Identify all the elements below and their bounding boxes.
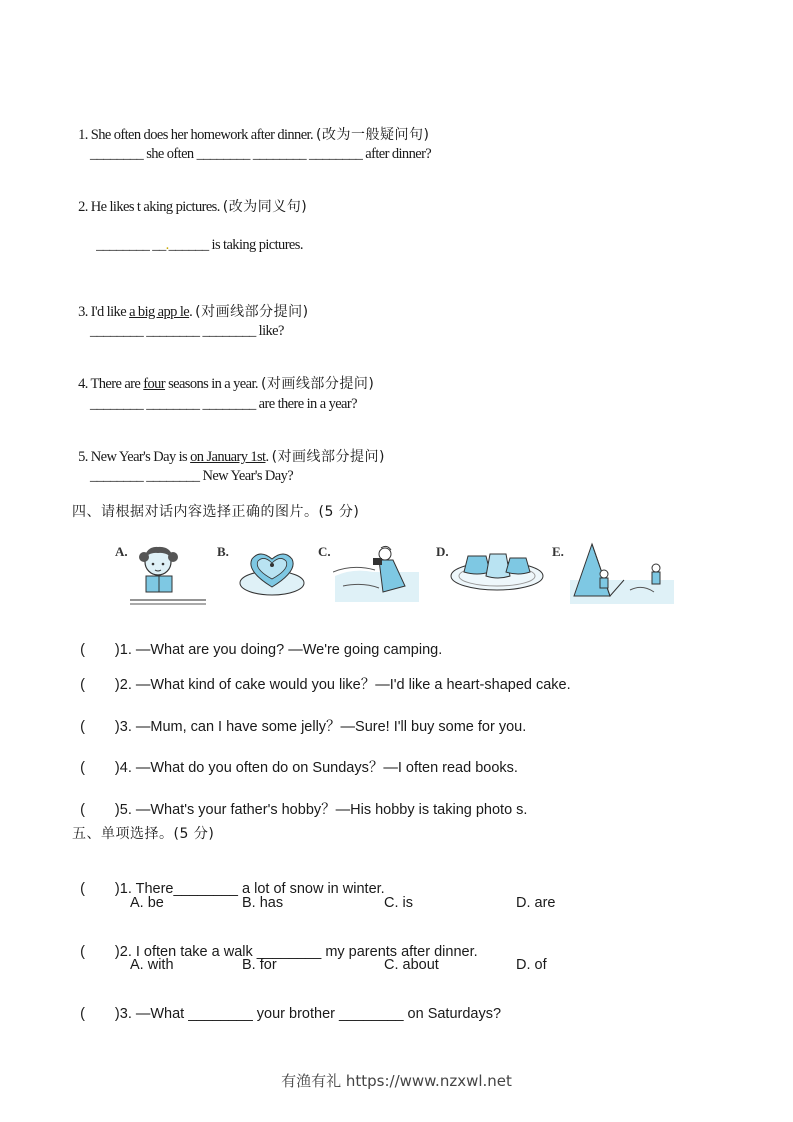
question-text: I'd like bbox=[90, 304, 130, 320]
instruction-note: (对画线部分提问) bbox=[195, 304, 309, 320]
choose-picture-item-5 bbox=[72, 783, 527, 819]
answer-paren-close: ) bbox=[114, 677, 120, 693]
answer-paren-open[interactable]: ( bbox=[80, 719, 85, 735]
answer-paren-open[interactable]: ( bbox=[80, 1006, 85, 1022]
picture-label-a: A. bbox=[115, 544, 128, 559]
option-a[interactable]: A. with bbox=[130, 957, 174, 973]
choose-picture-item-3 bbox=[72, 700, 526, 736]
instruction-note: (对画线部分提问) bbox=[271, 449, 385, 465]
question-number: 2. bbox=[78, 199, 91, 215]
answer-paren-close: ) bbox=[114, 944, 120, 960]
answer-paren-open[interactable]: ( bbox=[80, 642, 85, 658]
answer-paren-open[interactable]: ( bbox=[80, 802, 85, 818]
answer-line-3-3[interactable]: ________ ________ ________ like? bbox=[90, 323, 284, 339]
answer-paren-close: ) bbox=[114, 881, 120, 897]
answer-line-3-2[interactable] bbox=[90, 218, 303, 254]
question-number: 1. bbox=[78, 127, 91, 143]
item-text: 5. —What's your father's hobby？—His hobby is taking photo s. bbox=[119, 802, 528, 818]
picture-label-e: E. bbox=[552, 544, 564, 559]
option-a[interactable]: A. be bbox=[130, 895, 164, 911]
footer-watermark: 有渔有礼 https://www.nzxwl.net bbox=[281, 1072, 512, 1090]
section-4-heading: 四、请根据对话内容选择正确的图片。(5 分) bbox=[72, 504, 360, 520]
answer-paren-open[interactable]: ( bbox=[80, 760, 85, 776]
instruction-note: (改为同义句) bbox=[222, 199, 308, 215]
question-3-4 bbox=[72, 357, 374, 393]
question-text: He likes t aking pictures. bbox=[90, 199, 223, 215]
option-c[interactable]: C. about bbox=[384, 957, 439, 973]
option-b[interactable]: B. has bbox=[242, 895, 284, 911]
underlined-part: a big app le bbox=[129, 304, 190, 320]
answer-line-3-1[interactable]: ________ she often ________ ________ ________ after dinner? bbox=[90, 146, 432, 162]
question-text: She often does her homework after dinner. bbox=[90, 127, 317, 143]
girl-reading-icon bbox=[128, 540, 210, 611]
answer-paren-close: ) bbox=[114, 642, 120, 658]
answer-paren-close: ) bbox=[114, 802, 120, 818]
answer-blank: ________ __ bbox=[96, 237, 166, 253]
picture-label-b: B. bbox=[217, 544, 229, 559]
answer-tail: ______ is taking pictures. bbox=[168, 237, 303, 253]
question-text: 3. —What ________ your brother ________ on Saturdays? bbox=[119, 1006, 502, 1022]
item-text: 3. —Mum, can I have some jelly？—Sure! I'll buy some for you. bbox=[119, 719, 527, 735]
answer-line-3-5[interactable]: ________ ________ New Year's Day? bbox=[90, 468, 294, 484]
answer-paren-close: ) bbox=[114, 1006, 120, 1022]
choose-picture-item-4 bbox=[72, 741, 518, 777]
answer-paren-close: ) bbox=[114, 719, 120, 735]
question-text: 2. I often take a walk ________ my parents after dinner. bbox=[119, 944, 478, 960]
question-3-5 bbox=[72, 430, 385, 466]
option-b[interactable]: B. for bbox=[242, 957, 277, 973]
question-number: 3. bbox=[78, 304, 91, 320]
question-number: 4. bbox=[78, 376, 91, 392]
question-text-end: seasons in a year. bbox=[165, 376, 261, 392]
question-3-1 bbox=[72, 108, 429, 144]
underlined-part: four bbox=[143, 376, 166, 392]
option-d[interactable]: D. of bbox=[516, 957, 547, 973]
heart-cake-icon bbox=[238, 543, 306, 604]
question-3-3 bbox=[72, 285, 309, 321]
question-text: New Year's Day is bbox=[90, 449, 191, 465]
question-text: There are bbox=[90, 376, 144, 392]
option-c[interactable]: C. is bbox=[384, 895, 413, 911]
camping-tent-icon bbox=[570, 540, 674, 609]
item-text: 4. —What do you often do on Sundays？—I often read books. bbox=[119, 760, 518, 776]
item-text: 2. —What kind of cake would you like？—I'd like a heart-shaped cake. bbox=[119, 677, 571, 693]
picture-label-d: D. bbox=[436, 544, 449, 559]
answer-paren-open[interactable]: ( bbox=[80, 944, 85, 960]
instruction-note: (对画线部分提问) bbox=[260, 376, 375, 392]
answer-paren-close: ) bbox=[114, 760, 120, 776]
multiple-choice-1 bbox=[72, 862, 385, 898]
underlined-part: on January 1st bbox=[190, 449, 266, 465]
instruction-note: (改为一般疑问句) bbox=[316, 127, 430, 143]
question-text: 1. There________ a lot of snow in winter. bbox=[119, 881, 385, 897]
answer-line-3-4[interactable]: ________ ________ ________ are there in a year? bbox=[90, 396, 357, 412]
multiple-choice-3 bbox=[72, 987, 501, 1023]
question-text-end: . bbox=[189, 304, 196, 320]
choose-picture-item-1 bbox=[72, 623, 442, 659]
question-3-2 bbox=[72, 180, 307, 216]
picture-label-c: C. bbox=[318, 544, 331, 559]
answer-paren-open[interactable]: ( bbox=[80, 677, 85, 693]
question-text-end: . bbox=[265, 449, 272, 465]
item-text: 1. —What are you doing? —We're going camping. bbox=[119, 642, 443, 658]
man-taking-photo-icon bbox=[333, 542, 419, 607]
question-number: 5. bbox=[78, 449, 91, 465]
section-5-heading: 五、单项选择。(5 分) bbox=[72, 826, 215, 842]
option-d[interactable]: D. are bbox=[516, 895, 556, 911]
answer-paren-open[interactable]: ( bbox=[80, 881, 85, 897]
choose-picture-item-2 bbox=[72, 658, 571, 694]
stray-mark: . bbox=[165, 237, 169, 253]
jelly-plate-icon bbox=[450, 548, 544, 597]
